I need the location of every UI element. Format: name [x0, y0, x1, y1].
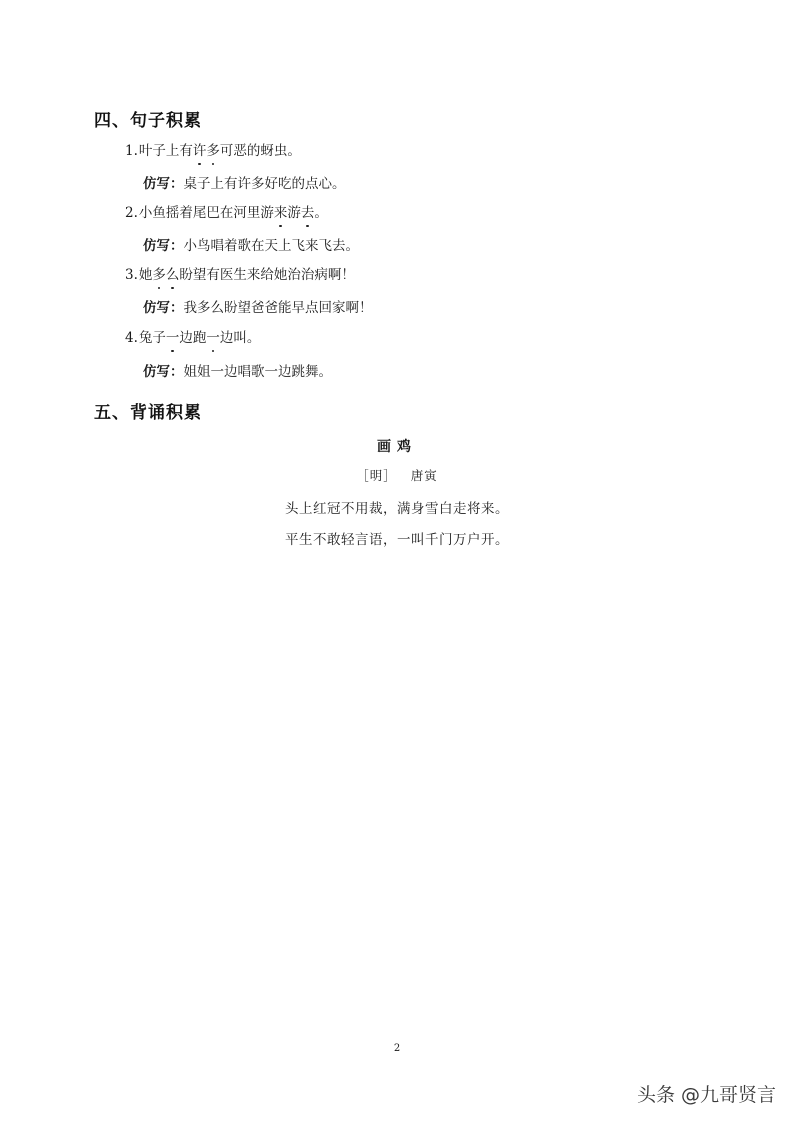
imitate-text: 我多么盼望爸爸能早点回家啊！: [183, 300, 373, 316]
sentence-text: 可恶的蚜虫。: [219, 143, 301, 159]
poem-title: 画鸡: [377, 439, 417, 455]
item-number: 2.: [125, 205, 138, 221]
sentence-text: 边跑: [179, 330, 207, 346]
sentence-text: 盼望有医生来给她治治病啊！: [179, 267, 355, 283]
sentence-text: 游: [287, 205, 301, 221]
sentence-text: 叶子上有: [138, 143, 193, 159]
imitate-label: 仿写：: [143, 176, 184, 192]
poem-line-2: 平生不敢轻言语，一叫千门万户开。: [285, 532, 509, 548]
imitate-line-1: [143, 174, 346, 194]
imitate-line-3: [143, 298, 373, 318]
imitate-line-4: [143, 362, 332, 382]
poem-dynasty: ［明］: [356, 468, 397, 483]
dotted-char: 一: [165, 330, 180, 346]
sentence-item-1: [125, 141, 301, 161]
poem-line-1: 头上红冠不用裁，满身雪白走将来。: [285, 501, 509, 517]
watermark: 头条 @九哥贤言: [636, 1084, 776, 1106]
sentence-text: 边叫。: [219, 330, 261, 346]
dotted-char: 一: [206, 330, 220, 346]
dotted-char: 多: [152, 267, 166, 283]
dotted-char: 来: [273, 205, 288, 221]
sentence-text: 她: [138, 267, 153, 283]
section-heading-recite: 五、背诵积累: [94, 403, 202, 423]
imitate-text: 桌子上有许多好吃的点心。: [183, 176, 346, 192]
dotted-char: 多: [206, 143, 220, 159]
sentence-text: 小鱼摇着尾巴在河里: [138, 205, 261, 221]
section-heading-sentence: 四、句子积累: [94, 111, 202, 131]
sentence-text: 游: [260, 205, 274, 221]
poem-author: 唐寅: [410, 468, 438, 483]
imitate-text: 姐姐一边唱歌一边跳舞。: [183, 364, 332, 380]
imitate-text: 小鸟唱着歌在天上飞来飞去。: [183, 238, 359, 254]
sentence-text: 。: [314, 205, 328, 221]
imitate-label: 仿写：: [143, 300, 184, 316]
sentence-text: 兔子: [138, 330, 166, 346]
imitate-label: 仿写：: [143, 238, 184, 254]
item-number: 3.: [125, 267, 138, 283]
imitate-line-2: [143, 236, 359, 256]
item-number: 4.: [125, 330, 138, 346]
poem-author-line: [0, 466, 794, 484]
item-number: 1.: [125, 143, 138, 159]
sentence-item-4: [125, 328, 260, 348]
page-number: 2: [393, 1043, 401, 1054]
dotted-char: 去: [300, 205, 315, 221]
sentence-item-2: [125, 203, 328, 223]
sentence-item-3: [125, 265, 355, 285]
imitate-label: 仿写：: [143, 364, 184, 380]
dotted-char: 许: [192, 143, 207, 159]
dotted-char: 么: [165, 267, 180, 283]
